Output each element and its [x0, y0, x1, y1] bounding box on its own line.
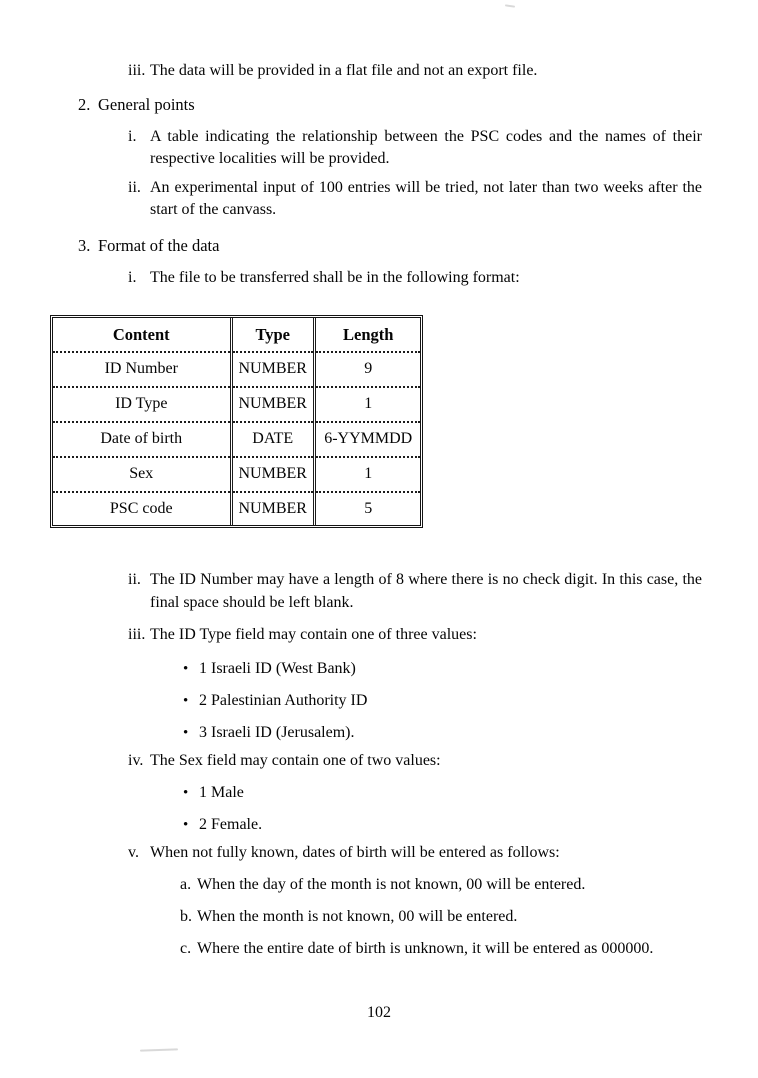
format-table — [53, 318, 420, 525]
section-marker: 3. — [78, 235, 91, 255]
list-marker: i. — [128, 268, 137, 286]
list-text: When not fully known, dates of birth will be entered as follows: — [150, 844, 560, 862]
list-item-dob-rule-a — [180, 874, 702, 896]
bullet-item-id-type-3 — [183, 722, 702, 744]
list-text: The ID Number may have a length of 8 where there is no check digit. In this case, the final space should be left blank. — [150, 571, 702, 611]
list-text: The Sex field may contain one of two values: — [150, 751, 441, 769]
column-header-length: Length — [314, 318, 420, 352]
bullet-text: 1 Israeli ID (West Bank) — [199, 659, 356, 677]
table-row — [53, 492, 420, 526]
list-marker: ii. — [128, 571, 141, 589]
list-text: A table indicating the relationship between the PSC codes and the names of their respective localities will be provided. — [150, 128, 702, 168]
list-item-sex-field — [128, 750, 702, 772]
list-marker: iv. — [128, 751, 144, 769]
bullet-icon — [183, 722, 199, 744]
table-row — [53, 352, 420, 387]
list-text: The file to be transferred shall be in the following format: — [150, 268, 520, 286]
table-cell: ID Type — [53, 387, 231, 422]
bullet-item-id-type-2 — [183, 690, 702, 712]
list-text: Where the entire date of birth is unknown, it will be entered as 000000. — [197, 940, 654, 958]
column-header-content: Content — [112, 325, 170, 344]
bullet-text: 2 Palestinian Authority ID — [199, 691, 368, 709]
section-marker: 2. — [78, 95, 91, 115]
list-item-psc-table — [128, 126, 702, 170]
section-heading-format-of-data — [78, 235, 702, 257]
bullet-text: 1 Male — [199, 783, 244, 801]
table-header-row — [53, 318, 420, 352]
table-cell: 1 — [314, 387, 420, 422]
format-table-frame — [50, 315, 423, 528]
bullet-item-id-type-1 — [183, 658, 702, 680]
list-text: The data will be provided in a flat file and not an export file. — [150, 62, 538, 79]
table-cell: NUMBER — [231, 387, 314, 422]
bullet-item-sex-1 — [183, 782, 702, 804]
scan-artifact — [140, 1048, 178, 1051]
column-header-type: Type — [231, 318, 314, 352]
list-marker: iii. — [128, 625, 146, 643]
table-cell: NUMBER — [231, 492, 314, 526]
table-cell: NUMBER — [231, 352, 314, 387]
section-title: General points — [98, 95, 195, 115]
list-text: An experimental input of 100 entries will be tried, not later than two weeks after the start of the canvass. — [150, 178, 702, 218]
section-heading-general-points — [78, 94, 702, 116]
list-item-id-number-note — [128, 569, 702, 613]
list-marker: i. — [128, 128, 137, 146]
list-marker: iii. — [128, 62, 146, 79]
bullet-text: 3 Israeli ID (Jerusalem). — [199, 723, 355, 741]
list-marker: b. — [180, 908, 192, 926]
bullet-icon — [183, 658, 199, 680]
table-row — [53, 457, 420, 492]
list-item-dob-rule-b — [180, 906, 702, 928]
list-item-id-type — [128, 624, 702, 646]
list-item-dob — [128, 842, 702, 864]
scan-artifact — [505, 4, 515, 7]
bullet-icon — [183, 814, 199, 836]
page-number: 102 — [367, 1004, 391, 1021]
bullet-icon — [183, 782, 199, 804]
list-text: When the day of the month is not known, 00 will be entered. — [197, 876, 586, 894]
table-cell: ID Number — [53, 352, 231, 387]
bullet-item-sex-2 — [183, 814, 702, 836]
table-cell: 5 — [314, 492, 420, 526]
table-cell: Sex — [53, 457, 231, 492]
table-cell: 6-YYMMDD — [314, 422, 420, 457]
list-item-experimental-input — [128, 177, 702, 221]
list-marker: v. — [128, 844, 139, 862]
list-text: When the month is not known, 00 will be entered. — [197, 908, 518, 926]
list-item-flat-file — [128, 60, 702, 82]
bullet-text: 2 Female. — [199, 816, 263, 834]
list-item-dob-rule-c — [180, 938, 702, 960]
table-cell: Date of birth — [53, 422, 231, 457]
section-title: Format of the data — [98, 235, 220, 255]
list-item-file-format — [128, 267, 702, 289]
table-row — [53, 422, 420, 457]
list-marker: ii. — [128, 178, 141, 196]
list-marker: c. — [180, 940, 192, 958]
table-cell: NUMBER — [231, 457, 314, 492]
table-row — [53, 387, 420, 422]
table-cell: DATE — [231, 422, 314, 457]
table-cell: PSC code — [53, 492, 231, 526]
bullet-icon — [183, 690, 199, 712]
list-text: The ID Type field may contain one of three values: — [150, 625, 477, 643]
table-cell: 9 — [314, 352, 420, 387]
list-marker: a. — [180, 876, 192, 894]
table-cell: 1 — [314, 457, 420, 492]
